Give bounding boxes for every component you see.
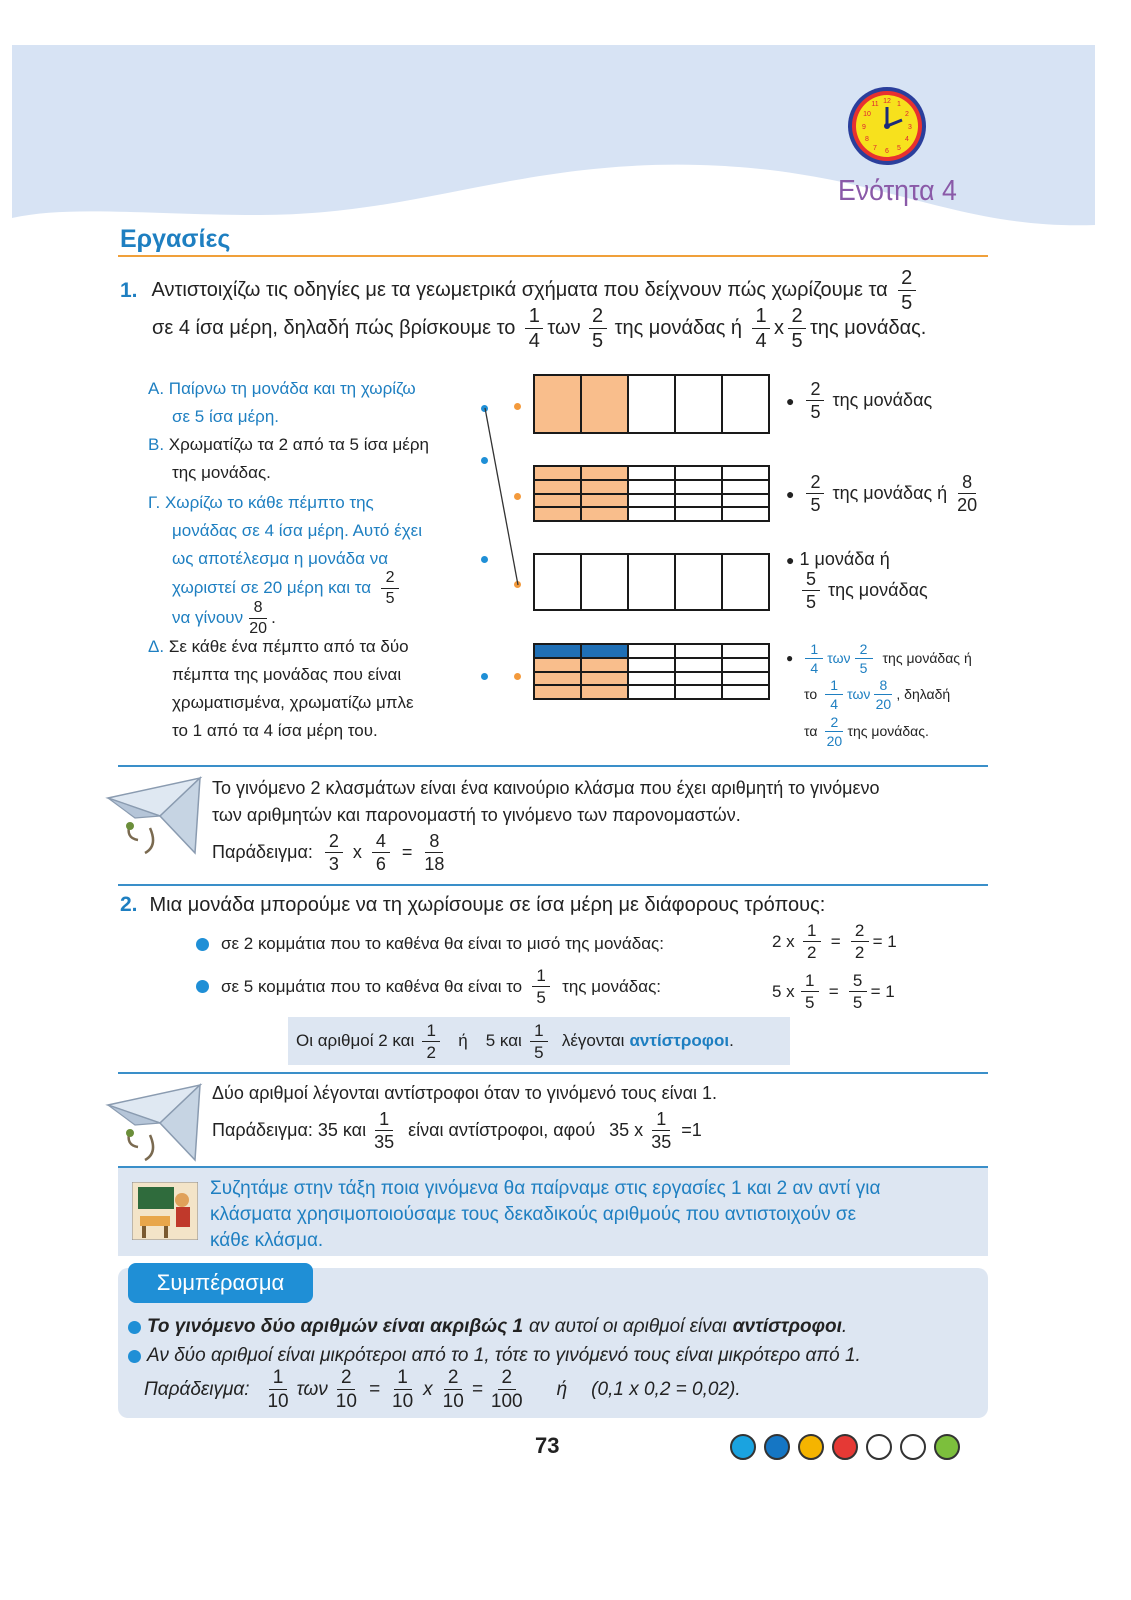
denominator: 5	[804, 993, 815, 1012]
header-banner	[0, 0, 1131, 240]
denominator: 5	[592, 330, 604, 352]
equals-sign: =	[828, 981, 839, 1001]
text: Σε κάθε ένα πέμπτο από τα δύο	[168, 637, 409, 656]
fraction	[491, 1368, 523, 1411]
numerator: 2	[898, 268, 916, 291]
label: Δ.	[148, 637, 165, 656]
text: σε 5 κομμάτια που το καθένα θα είναι το	[221, 976, 523, 996]
text: = 1	[872, 931, 897, 951]
conclusion-title: Συμπέρασμα	[128, 1263, 313, 1303]
task2-bullet1	[196, 934, 664, 954]
denominator: 5	[810, 495, 821, 515]
task1-fraction	[752, 306, 770, 351]
fraction	[392, 1368, 413, 1411]
fraction	[801, 972, 819, 1011]
text: (0,1 x 0,2 = 0,02).	[591, 1378, 741, 1400]
paper-plane-icon	[100, 768, 210, 863]
text: ως αποτέλεσμα η μονάδα να	[172, 549, 389, 568]
note2-line1: Δύο αριθμοί λέγονται αντίστροφοι όταν το γινόμενό τους είναι 1.	[212, 1083, 718, 1103]
conclusion-bullet1	[128, 1316, 847, 1338]
shape-fifths-empty	[533, 553, 770, 611]
highlight-term: αντίστροφοι	[629, 1031, 730, 1050]
clock-number: 3	[908, 124, 912, 131]
shape-twentieths-blue	[533, 643, 770, 700]
text: της μονάδας	[828, 580, 928, 600]
color-dots	[730, 1434, 960, 1460]
color-dot	[730, 1434, 756, 1460]
text: μονάδας σε 4 ίσα μέρη. Αυτό έχει	[172, 521, 422, 540]
fraction	[336, 1368, 357, 1411]
clock-number: 1	[897, 101, 901, 108]
clock-icon	[846, 85, 928, 167]
note1	[212, 775, 880, 873]
denominator: 5	[534, 1042, 544, 1062]
numerator: 2	[444, 1368, 462, 1390]
equals-sign: =	[830, 931, 841, 951]
note1-line1: Το γινόμενο 2 κλασμάτων είναι ένα καινούριο κλάσμα που έχει αριθμητή το γινόμενο	[212, 778, 880, 798]
example-label: Παράδειγμα:	[212, 842, 313, 862]
numerator: 1	[801, 972, 819, 992]
numerator: 1	[825, 678, 843, 695]
times-sign: x	[352, 842, 362, 862]
denominator: 2	[426, 1042, 437, 1062]
fraction	[443, 1368, 464, 1411]
text: Το γινόμενο δύο αριθμών είναι ακριβώς 1	[147, 1316, 524, 1337]
denominator: 10	[335, 1391, 357, 1412]
task2-number: 2.	[120, 893, 138, 916]
fraction	[851, 922, 869, 961]
task2-eq1	[772, 922, 897, 961]
bullet-icon	[128, 1350, 141, 1363]
clock-number: 5	[897, 145, 901, 152]
fraction	[855, 642, 873, 675]
conclusion-example	[144, 1368, 741, 1411]
task1-text: της μονάδας.	[810, 317, 927, 339]
discussion-line3: κάθε κλάσμα.	[210, 1230, 324, 1251]
clock-number: 6	[885, 148, 889, 155]
divider	[118, 765, 988, 767]
text: Χωρίζω το κάθε πέμπτο της	[164, 493, 374, 512]
bullet-icon: ●	[786, 485, 795, 502]
fraction	[825, 715, 843, 748]
task1-text2: σε 4 ίσα μέρη, δηλαδή πώς βρίσκουμε το	[152, 317, 516, 339]
text: .	[271, 608, 276, 627]
text: της μονάδας ή	[832, 483, 948, 503]
text: 1 μονάδα ή	[799, 549, 890, 569]
clock-number: 4	[905, 136, 909, 143]
instruction-a	[148, 375, 429, 431]
fraction	[806, 473, 824, 514]
denominator: 5	[385, 589, 395, 607]
text: πέμπτα της μονάδας που είναι	[172, 665, 402, 684]
answer-r4[interactable]	[786, 641, 972, 749]
fraction	[825, 678, 843, 711]
equals-sign: =	[401, 842, 413, 862]
text: αν αυτοί οι αριθμοί είναι	[529, 1316, 727, 1337]
numerator: 2	[806, 473, 824, 494]
denominator: 5	[859, 659, 868, 676]
note1-line2: των αριθμητών και παρονομαστή το γινόμενο των παρονομαστών.	[212, 805, 741, 825]
numerator: 2	[825, 715, 843, 732]
fraction	[874, 678, 892, 711]
clock-number: 10	[863, 111, 871, 118]
color-dot	[934, 1434, 960, 1460]
task1-number: 1.	[120, 278, 138, 302]
clock-number: 8	[865, 136, 869, 143]
text: των	[847, 686, 871, 702]
denominator: 5	[536, 988, 546, 1007]
answer-r3[interactable]	[786, 549, 928, 611]
color-dot	[764, 1434, 790, 1460]
discussion-text	[210, 1176, 880, 1254]
text: τα	[804, 723, 818, 739]
times-sign: x	[774, 317, 785, 339]
numerator: 1	[394, 1368, 412, 1390]
text: .	[729, 1031, 734, 1050]
instruction-g	[148, 489, 429, 637]
numerator: 8	[249, 600, 267, 619]
fraction	[806, 380, 824, 421]
denominator: 100	[490, 1391, 523, 1412]
denominator: 6	[375, 854, 386, 874]
denominator: 18	[424, 854, 445, 874]
label: Β.	[148, 435, 165, 454]
numerator: 1	[805, 642, 823, 659]
numerator: 2	[806, 380, 824, 401]
numerator: 2	[381, 570, 399, 589]
text: της μονάδας.	[847, 723, 929, 739]
fraction	[372, 832, 390, 873]
answer-r2[interactable]	[786, 473, 981, 514]
fraction	[532, 967, 550, 1006]
text: Παίρνω τη μονάδα και τη χωρίζω	[168, 379, 416, 398]
text: Οι αριθμοί 2 και	[296, 1031, 415, 1050]
denominator: 5	[791, 330, 803, 352]
task1-text: της μονάδας ή	[614, 317, 743, 339]
fraction	[249, 600, 267, 637]
text: των	[827, 650, 851, 666]
text: ή	[556, 1378, 568, 1400]
numerator: 1	[652, 1110, 670, 1131]
text: της μονάδας	[832, 390, 933, 410]
denominator: 10	[267, 1391, 289, 1412]
instruction-d	[148, 633, 429, 745]
fraction	[267, 1368, 288, 1411]
bullet-icon	[196, 980, 209, 993]
divider	[118, 1072, 988, 1074]
denominator: 10	[392, 1391, 414, 1412]
numerator: 1	[375, 1110, 393, 1131]
denominator: 4	[528, 330, 540, 352]
numerator: 1	[532, 967, 550, 987]
text: το 1 από τα 4 ίσα μέρη του.	[172, 721, 378, 740]
page-number: 73	[535, 1433, 560, 1458]
text: ή	[458, 1031, 468, 1050]
text: Αν δύο αριθμοί είναι μικρότεροι από το 1, τότε το γινόμενό τους είναι μικρότερο από 1.	[147, 1345, 861, 1366]
equals-sign: =	[471, 1378, 483, 1400]
example-label: Παράδειγμα: 35 και	[212, 1120, 367, 1140]
numerator: 5	[802, 570, 820, 591]
color-dot	[832, 1434, 858, 1460]
denominator: 20	[875, 695, 892, 712]
text: , δηλαδή	[896, 686, 951, 702]
classroom-picture-icon	[132, 1182, 198, 1240]
denominator: 20	[249, 619, 267, 637]
fraction	[802, 570, 820, 611]
fraction	[381, 570, 399, 607]
clock-number: 12	[883, 98, 891, 105]
denominator: 2	[806, 943, 817, 962]
clock-number: 9	[862, 124, 866, 131]
clock-number: 2	[905, 111, 909, 118]
text: σε 5 ίσα μέρη.	[172, 407, 280, 426]
text: λέγονται	[561, 1031, 625, 1050]
shape-twentieths-orange	[533, 465, 770, 522]
numerator: 8	[874, 678, 892, 695]
numerator: 1	[752, 306, 770, 329]
discussion-line1: Συζητάμε στην τάξη ποια γινόμενα θα παίρναμε στις εργασίες 1 και 2 αν αντί για	[210, 1178, 881, 1199]
text: αντίστροφοι	[732, 1316, 842, 1337]
fraction	[957, 473, 977, 514]
bullet-icon	[128, 1321, 141, 1334]
text: είναι αντίστροφοι, αφού	[408, 1120, 596, 1140]
text: το	[804, 686, 818, 702]
denominator: 35	[374, 1132, 395, 1152]
numerator: 1	[422, 1022, 440, 1042]
denominator: 5	[901, 292, 913, 314]
text: των	[296, 1378, 328, 1400]
denominator: 20	[957, 495, 978, 515]
fraction	[849, 972, 867, 1011]
fraction	[803, 922, 821, 961]
match-dot-mid[interactable]	[514, 673, 521, 680]
equals-sign: =	[368, 1378, 381, 1400]
conclusion-bullet2	[128, 1345, 861, 1367]
denominator: 35	[651, 1132, 672, 1152]
numerator: 1	[803, 922, 821, 942]
denominator: 20	[826, 732, 843, 749]
text: σε 2 κομμάτια που το καθένα θα είναι το μισό της μονάδας:	[221, 934, 664, 953]
bullet-icon: ●	[786, 651, 794, 665]
example-label: Παράδειγμα:	[144, 1378, 250, 1400]
task1-text1: Αντιστοιχίζω τις οδηγίες με τα γεωμετρικά σχήματα που δείχνουν πώς χωρίζουμε τα	[151, 279, 888, 301]
text: 5 και	[485, 1031, 522, 1050]
numerator: 1	[269, 1368, 287, 1390]
text: =1	[681, 1120, 702, 1140]
bullet-icon: ●	[786, 551, 795, 568]
unit-label: Ενότητα 4	[838, 175, 957, 207]
task2-eq2	[772, 972, 895, 1011]
paper-plane-icon	[100, 1075, 210, 1170]
numerator: 2	[498, 1368, 516, 1390]
numerator: 2	[851, 922, 869, 942]
task1-line2	[152, 306, 926, 351]
task1-fraction	[589, 306, 607, 351]
numerator: 1	[525, 306, 543, 329]
numerator: 2	[589, 306, 607, 329]
fraction	[422, 1022, 440, 1061]
denominator: 5	[805, 592, 816, 612]
fraction	[805, 642, 823, 675]
text: να γίνουν	[172, 608, 244, 627]
denominator: 10	[442, 1391, 464, 1412]
numerator: 4	[372, 832, 390, 853]
fraction	[424, 832, 444, 873]
denominator: 4	[830, 695, 839, 712]
color-dot	[900, 1434, 926, 1460]
text: χωριστεί σε 20 μέρη και τα	[172, 578, 372, 597]
numerator: 2	[325, 832, 343, 853]
task1-text: των	[547, 317, 581, 339]
numerator: 2	[788, 306, 806, 329]
task2-text: Μια μονάδα μπορούμε να τη χωρίσουμε σε ίσα μέρη με διάφορους τρόπους:	[149, 893, 826, 916]
label: Α.	[148, 379, 165, 398]
note2	[212, 1083, 717, 1151]
text: χρωματισμένα, χρωματίζω μπλε	[172, 693, 414, 712]
numerator: 1	[530, 1022, 548, 1042]
denominator: 5	[810, 402, 821, 422]
instructions	[148, 375, 429, 745]
times-sign: x	[423, 1378, 433, 1400]
answer-r1[interactable]	[786, 380, 932, 421]
color-dot	[798, 1434, 824, 1460]
task2-title	[120, 893, 825, 917]
text: της μονάδας:	[562, 976, 661, 996]
denominator: 4	[810, 659, 819, 676]
discussion-line2: κλάσματα χρησιμοποιούσαμε τους δεκαδικούς αριθμούς που αντιστοιχούν σε	[210, 1204, 857, 1225]
text: της μονάδας ή	[882, 650, 972, 666]
section-title-underline	[118, 255, 988, 257]
denominator: 4	[755, 330, 767, 352]
task1-fraction	[788, 306, 806, 351]
match-connector-line	[478, 400, 528, 590]
shape-fifths-colored	[533, 374, 770, 434]
numerator: 2	[855, 642, 873, 659]
text: .	[841, 1316, 848, 1337]
clock-number: 11	[871, 101, 879, 108]
section-title: Εργασίες	[120, 225, 231, 253]
numerator: 8	[425, 832, 443, 853]
fraction	[325, 832, 343, 873]
text: 5 x	[772, 981, 795, 1001]
label: Γ.	[148, 493, 161, 512]
text: 2 x	[772, 931, 795, 951]
text: Χρωματίζω τα 2 από τα 5 ίσα μέρη	[168, 435, 430, 454]
fraction	[651, 1110, 671, 1151]
instruction-b	[148, 431, 429, 487]
divider	[118, 884, 988, 886]
color-dot	[866, 1434, 892, 1460]
denominator: 3	[328, 854, 339, 874]
numerator: 8	[958, 473, 976, 494]
task1-fraction	[525, 306, 543, 351]
match-dot-left[interactable]	[481, 673, 488, 680]
text: = 1	[870, 981, 895, 1001]
bullet-icon	[196, 938, 209, 951]
fraction	[530, 1022, 548, 1061]
reciprocal-box	[288, 1017, 790, 1065]
text: 35 x	[609, 1120, 644, 1140]
numerator: 2	[337, 1368, 355, 1390]
denominator: 5	[852, 993, 863, 1012]
numerator: 5	[849, 972, 867, 992]
fraction	[374, 1110, 394, 1151]
task2-bullet2	[196, 967, 661, 1006]
text: της μονάδας.	[172, 463, 271, 482]
clock-number: 7	[873, 145, 877, 152]
bullet-icon: ●	[786, 392, 795, 409]
denominator: 2	[854, 943, 865, 962]
